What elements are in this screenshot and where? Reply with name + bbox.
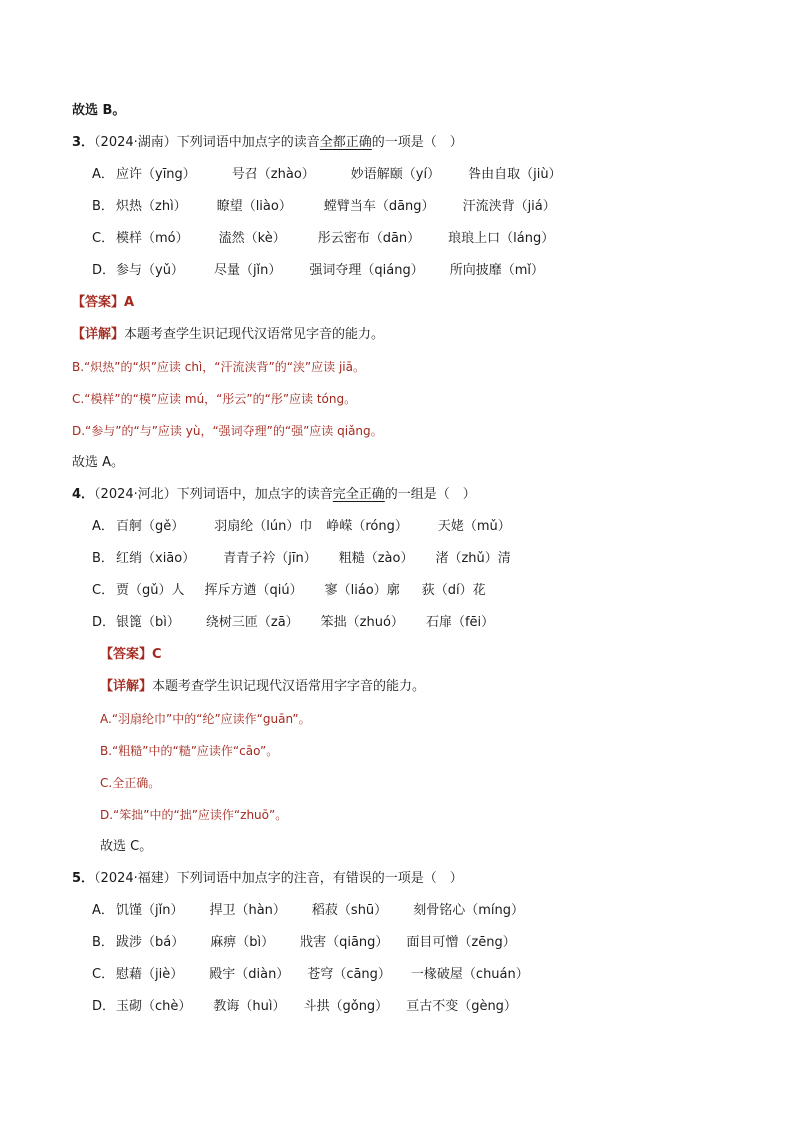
note-text: B.“粗糙”中的“糙”应读作“cāo”。 xyxy=(100,744,279,758)
option-item: 强词夺理（qiáng） xyxy=(309,263,424,278)
q3-answer xyxy=(72,294,134,312)
option-item: 笨拙（zhuó） xyxy=(320,615,404,630)
q3-conclusion xyxy=(72,454,124,472)
option-item: 斗拱（gǒng） xyxy=(303,999,389,1014)
option-letter: C． xyxy=(92,583,115,598)
note-text: D.“笨拙”中的“拙”应读作“zhuō”。 xyxy=(100,808,288,822)
answer-value: A xyxy=(124,295,135,310)
option-item: 彤云密布（dān） xyxy=(317,231,421,246)
question-number: 5． xyxy=(72,871,95,886)
question-source: （2024·河北） xyxy=(94,487,177,502)
q5-option-c xyxy=(92,966,555,984)
option-item: 应许（yīng） xyxy=(116,167,196,182)
q3-note-b xyxy=(72,358,365,376)
option-letter: A． xyxy=(92,167,114,182)
q4-conclusion xyxy=(100,838,152,856)
prev-conclusion-text: 故选 B。 xyxy=(72,103,126,118)
q5-option-d xyxy=(92,998,543,1016)
stem-text-end: 的一项是（ ） xyxy=(371,135,463,150)
option-item: 渚（zhǔ）清 xyxy=(435,551,511,566)
q3-option-a xyxy=(92,166,588,184)
q4-option-b xyxy=(92,550,537,568)
question-source: （2024·福建） xyxy=(94,871,177,886)
q5-option-b xyxy=(92,934,542,952)
option-item: 琅琅上口（láng） xyxy=(448,231,555,246)
note-text: B.“炽热”的“炽”应读 chì，“汗流浃背”的“浃”应读 jiā。 xyxy=(72,360,365,374)
option-item: 峥嵘（róng） xyxy=(326,519,408,534)
stem-text-end: 的一组是（ ） xyxy=(384,487,476,502)
option-item: 模样（mó） xyxy=(116,231,189,246)
option-item: 绕树三匝（zā） xyxy=(205,615,299,630)
option-item: 羽扇纶（lún）巾 xyxy=(214,519,313,534)
option-item: 戕害（qiāng） xyxy=(300,935,389,950)
question-3-stem xyxy=(72,134,463,152)
q4-answer xyxy=(100,646,162,664)
stem-underline: 完全正确 xyxy=(332,487,385,502)
stem-underline: 全都正确 xyxy=(319,135,372,150)
q3-option-c xyxy=(92,230,580,248)
q3-note-d xyxy=(72,422,383,440)
option-item: 教诲（huì） xyxy=(213,999,286,1014)
q4-note-a xyxy=(100,710,311,728)
option-item: 寥（liáo）廓 xyxy=(324,583,400,598)
detail-label: 【详解】 xyxy=(100,679,153,694)
option-item: 参与（yǔ） xyxy=(116,263,184,278)
option-item: 挥斥方遒（qiú） xyxy=(204,583,303,598)
option-item: 一椽破屋（chuán） xyxy=(410,967,529,982)
option-item: 所向披靡（mǐ） xyxy=(449,263,545,278)
answer-value: C xyxy=(152,647,162,662)
question-number: 3． xyxy=(72,135,95,150)
option-item: 尽量（jǐn） xyxy=(213,263,282,278)
option-letter: D． xyxy=(92,263,116,278)
option-item: 玉砌（chè） xyxy=(116,999,192,1014)
answer-label: 【答案】 xyxy=(72,295,125,310)
q4-option-a xyxy=(92,518,537,536)
option-letter: D． xyxy=(92,615,116,630)
option-item: 百舸（gě） xyxy=(116,519,185,534)
stem-text: 下列词语中加点字的注音，有错误的一项是（ ） xyxy=(176,871,463,886)
q4-option-d xyxy=(92,614,520,632)
option-item: 红绡（xiāo） xyxy=(116,551,196,566)
option-item: 殿宇（diàn） xyxy=(209,967,290,982)
option-item: 刻骨铭心（míng） xyxy=(413,903,524,918)
detail-text: 本题考查学生识记现代汉语常用字字音的能力。 xyxy=(152,679,426,694)
stem-text: 下列词语中，加点字的读音 xyxy=(176,487,333,502)
q3-note-c xyxy=(72,390,356,408)
q4-detail xyxy=(100,678,425,696)
conclusion-text: 故选 A。 xyxy=(72,455,125,470)
option-letter: C． xyxy=(92,967,115,982)
option-item: 面目可憎（zēng） xyxy=(406,935,516,950)
detail-text: 本题考查学生识记现代汉语常见字音的能力。 xyxy=(124,327,385,342)
note-text: A.“羽扇纶巾”中的“纶”应读作“guān”。 xyxy=(100,712,311,726)
option-item: 号召（zhào） xyxy=(231,167,315,182)
answer-label: 【答案】 xyxy=(100,647,153,662)
option-item: 螳臂当车（dāng） xyxy=(323,199,435,214)
option-letter: D． xyxy=(92,999,116,1014)
option-item: 饥馑（jǐn） xyxy=(116,903,184,918)
option-item: 青青子衿（jīn） xyxy=(223,551,317,566)
option-item: 银篦（bì） xyxy=(116,615,180,630)
option-item: 咎由自取（jiù） xyxy=(468,167,562,182)
q5-option-a xyxy=(92,902,550,920)
q4-note-b xyxy=(100,742,278,760)
note-text: C.全正确。 xyxy=(100,776,161,790)
question-number: 4． xyxy=(72,487,95,502)
q4-option-c xyxy=(92,582,512,600)
option-letter: B． xyxy=(92,199,114,214)
note-text: C.“模样”的“模”应读 mú，“彤云”的“彤”应读 tóng。 xyxy=(72,392,357,406)
option-item: 汗流浃背（jiá） xyxy=(462,199,556,214)
option-letter: C． xyxy=(92,231,115,246)
option-item: 溘然（kè） xyxy=(218,231,286,246)
option-item: 麻痹（bì） xyxy=(210,935,275,950)
q3-option-b xyxy=(92,198,582,216)
note-text: D.“参与”的“与”应读 yù，“强词夺理”的“强”应读 qiǎng。 xyxy=(72,424,383,438)
stem-text: 下列词语中加点字的读音 xyxy=(176,135,320,150)
conclusion-text: 故选 C。 xyxy=(100,839,153,854)
option-item: 妙语解颐（yí） xyxy=(350,167,441,182)
option-item: 炽热（zhì） xyxy=(116,199,187,214)
question-source: （2024·湖南） xyxy=(94,135,177,150)
option-item: 瞭望（liào） xyxy=(216,199,292,214)
detail-label: 【详解】 xyxy=(72,327,125,342)
option-item: 跋涉（bá） xyxy=(116,935,185,950)
option-item: 苍穹（cāng） xyxy=(307,967,391,982)
option-letter: B． xyxy=(92,551,114,566)
q3-option-d xyxy=(92,262,570,280)
prev-conclusion xyxy=(72,102,125,120)
option-item: 贾（gǔ）人 xyxy=(116,583,185,598)
option-item: 石扉（fēi） xyxy=(425,615,495,630)
option-letter: B． xyxy=(92,935,114,950)
q4-note-d xyxy=(100,806,287,824)
q3-detail xyxy=(72,326,384,344)
q4-note-c xyxy=(100,774,160,792)
option-item: 天姥（mǔ） xyxy=(437,519,511,534)
question-5-stem xyxy=(72,870,463,888)
option-item: 捍卫（hàn） xyxy=(209,903,286,918)
option-item: 慰藉（jiè） xyxy=(116,967,184,982)
option-letter: A． xyxy=(92,519,114,534)
option-item: 亘古不变（gèng） xyxy=(406,999,517,1014)
option-item: 粗糙（zào） xyxy=(338,551,414,566)
option-letter: A． xyxy=(92,903,114,918)
option-item: 荻（dí）花 xyxy=(421,583,486,598)
option-item: 稻菽（shū） xyxy=(311,903,388,918)
question-4-stem xyxy=(72,486,476,504)
